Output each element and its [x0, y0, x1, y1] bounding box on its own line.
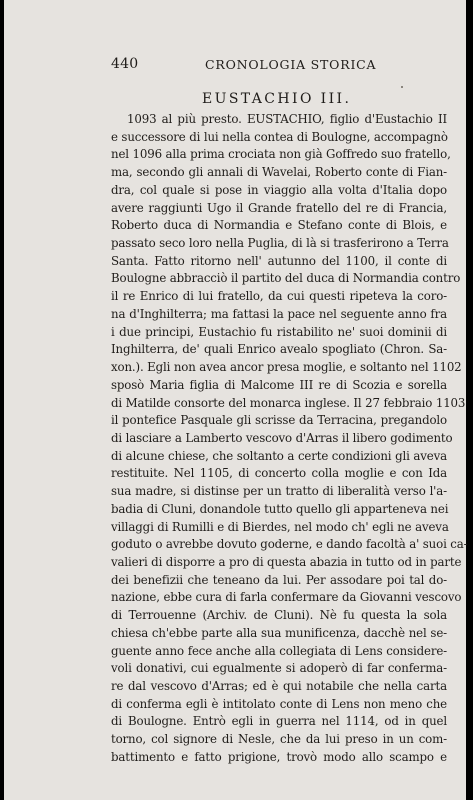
text-line: badia di Cluni, donandole tutto quello gli apparteneva nei	[111, 501, 449, 516]
text-line: di alcune chiese, che soltanto a certe condizioni gli aveva	[111, 448, 447, 463]
text-line: e successore di lui nella contea di Boulogne, accompagnò	[111, 129, 448, 144]
ink-speck	[401, 86, 403, 88]
text-line: sua madre, si distinse per un tratto di liberalità verso l'a-	[111, 484, 447, 499]
text-line: guente anno fece anche alla collegiata di Lens considere-	[111, 643, 447, 658]
book-page	[4, 0, 466, 800]
text-line: re dal vescovo d'Arras; ed è qui notabile che nella carta	[111, 679, 447, 693]
running-title: CRONOLOGIA STORICA	[205, 57, 377, 72]
page-number: 440	[111, 56, 139, 72]
text-line: nazione, ebbe cura di farla confermare da Giovanni vescovo	[111, 590, 462, 605]
text-line: battimento e fatto prigione, trovò modo allo scampo e	[111, 749, 447, 764]
text-line: dra, col quale si pose in viaggio alla volta d'Italia dopo	[111, 182, 447, 197]
text-line: Roberto duca di Normandia e Stefano conte di Blois, e	[111, 218, 447, 233]
text-line: di conferma egli è intitolato conte di Lens non meno che	[111, 696, 447, 711]
text-line: chiesa ch'ebbe parte alla sua munificenza, dacchè nel se-	[111, 625, 447, 640]
text-line: Inghilterra, de' quali Enrico avealo spogliato (Chron. Sa-	[111, 342, 447, 357]
section-title: EUSTACHIO III.	[202, 91, 352, 107]
text-line: avere raggiunti Ugo il Grande fratello del re di Francia,	[111, 200, 447, 215]
text-line: il pontefice Pasquale gli scrisse da Terracina, pregandolo	[111, 413, 447, 428]
text-line: 1093 al più presto. EUSTACHIO, figlio d'Eustachio II	[127, 112, 447, 126]
text-line: voli donativi, cui egualmente si adoperò di far conferma-	[111, 661, 447, 676]
body-text	[111, 111, 468, 767]
text-line: xon.). Egli non avea ancor presa moglie, e soltanto nel 1102	[111, 360, 462, 375]
text-line: di Terrouenne (Archiv. de Cluni). Nè fu questa la sola	[111, 608, 447, 623]
text-line: goduto o avrebbe dovuto goderne, e dando facoltà a' suoi ca-	[111, 537, 468, 552]
text-line: passato seco loro nella Puglia, di là si trasferirono a Terra	[111, 236, 449, 251]
text-line: torno, col signore di Nesle, che da lui preso in un com-	[111, 732, 447, 747]
text-line: Boulogne abbracciò il partito del duca di Normandia contro	[111, 271, 461, 286]
text-line: di lasciare a Lamberto vescovo d'Arras il libero godimento	[111, 430, 453, 445]
text-line: valieri di disporre a pro di questa abazia in tutto od in parte	[111, 554, 462, 569]
text-line: ma, secondo gli annali di Wavelai, Roberto conte di Fian-	[111, 165, 447, 180]
text-line: na d'Inghilterra; ma fattasi la pace nel seguente anno fra	[111, 306, 447, 321]
text-line: villaggi di Rumilli e di Bierdes, nel modo ch' egli ne aveva	[111, 519, 449, 534]
text-line: il re Enrico di lui fratello, da cui questi ripeteva la coro-	[111, 289, 447, 304]
text-line: sposò Maria figlia di Malcome III re di Scozia e sorella	[111, 377, 447, 392]
text-line: dei benefizii che teneano da lui. Per assodare poi tal do-	[111, 572, 447, 587]
text-line: Santa. Fatto ritorno nell' autunno del 1100, il conte di	[111, 253, 447, 268]
text-line: di Boulogne. Entrò egli in guerra nel 1114, od in quel	[111, 714, 447, 729]
text-line: di Matilde consorte del monarca inglese. Il 27 febbraio 1103	[111, 395, 466, 410]
text-line: nel 1096 alla prima crociata non già Goffredo suo fratello,	[111, 147, 451, 162]
text-line: restituite. Nel 1105, di concerto colla moglie e con Ida	[111, 466, 447, 481]
text-line: i due principi, Eustachio fu ristabilito ne' suoi dominii di	[111, 324, 447, 339]
